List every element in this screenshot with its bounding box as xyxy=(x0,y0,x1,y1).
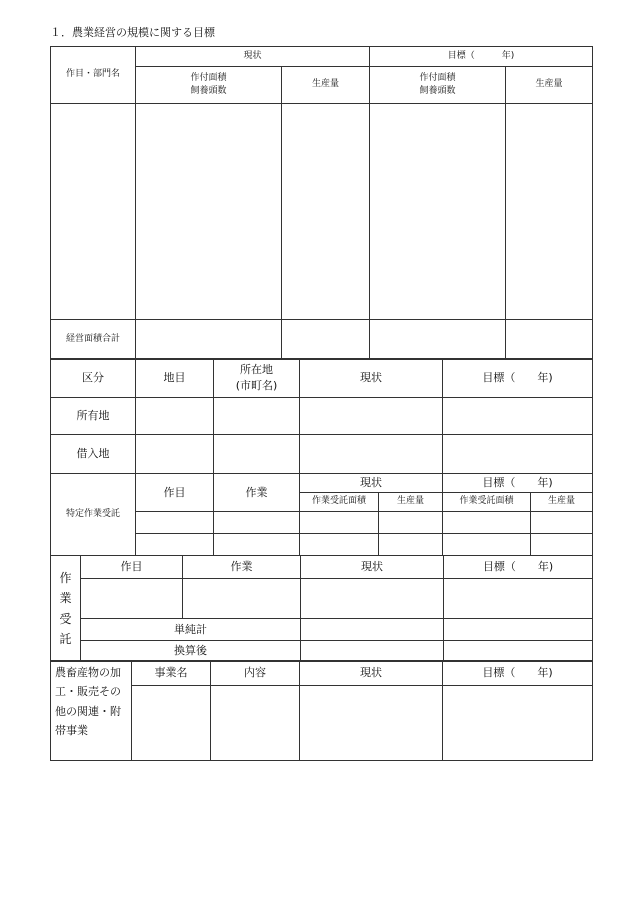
target-production-header: 生産量 xyxy=(506,67,593,104)
crop-header: 作目 xyxy=(81,556,183,579)
crop-cell[interactable] xyxy=(81,579,183,619)
target-production-cell[interactable] xyxy=(506,104,593,320)
contract-target-header: 目標（ 年) xyxy=(443,474,593,493)
table-row xyxy=(51,435,593,474)
contract-area-cell[interactable] xyxy=(300,512,379,534)
page-title: １．農業経営の規模に関する目標 xyxy=(50,26,215,39)
current-header: 現状 xyxy=(300,661,443,686)
target-contract-area-cell[interactable] xyxy=(443,534,531,556)
table-row xyxy=(51,686,593,761)
current-header: 現状 xyxy=(300,359,443,398)
target-contract-production-cell[interactable] xyxy=(531,512,593,534)
category-header: 区分 xyxy=(51,359,136,398)
contract-work-cell[interactable] xyxy=(214,534,300,556)
leased-current-cell[interactable] xyxy=(300,435,443,474)
total-area-label: 経営面積合計 xyxy=(51,320,136,360)
contract-production-cell[interactable] xyxy=(379,534,443,556)
location-header-line2: (市町名) xyxy=(235,379,278,392)
business-name-cell[interactable] xyxy=(132,686,211,761)
target-contract-production-header: 生産量 xyxy=(531,493,593,512)
target-cell[interactable] xyxy=(443,686,593,761)
contract-work-table xyxy=(50,555,593,662)
target-area-header xyxy=(370,67,506,104)
crop-cell[interactable] xyxy=(51,104,136,320)
contract-crop-cell[interactable] xyxy=(136,534,214,556)
contract-production-header: 生産量 xyxy=(379,493,443,512)
total-production-cell[interactable] xyxy=(282,320,370,360)
leased-location-cell[interactable] xyxy=(214,435,300,474)
converted-label: 換算後 xyxy=(81,641,301,662)
simple-total-target-cell[interactable] xyxy=(444,619,593,641)
area-header xyxy=(136,67,282,104)
table-row xyxy=(51,579,593,619)
current-cell[interactable] xyxy=(300,686,443,761)
work-header: 作業 xyxy=(214,474,300,512)
contract-production-cell[interactable] xyxy=(379,512,443,534)
related-business-table xyxy=(50,660,593,761)
target-area-header-line1: 作付面積 xyxy=(419,72,456,83)
leased-land-type-cell[interactable] xyxy=(136,435,214,474)
land-table xyxy=(50,358,593,556)
current-header: 現状 xyxy=(301,556,444,579)
leased-target-cell[interactable] xyxy=(443,435,593,474)
content-header: 内容 xyxy=(211,661,300,686)
content-cell[interactable] xyxy=(211,686,300,761)
work-cell[interactable] xyxy=(183,579,301,619)
area-header-line1: 作付面積 xyxy=(190,72,227,83)
production-cell[interactable] xyxy=(282,104,370,320)
work-header: 作業 xyxy=(183,556,301,579)
target-header: 目標（ 年) xyxy=(444,556,593,579)
owned-current-cell[interactable] xyxy=(300,398,443,435)
simple-total-current-cell[interactable] xyxy=(301,619,444,641)
converted-current-cell[interactable] xyxy=(301,641,444,662)
target-contract-production-cell[interactable] xyxy=(531,534,593,556)
special-contract-label: 特定作業受託 xyxy=(51,474,136,556)
leased-land-label: 借入地 xyxy=(51,435,136,474)
table-row xyxy=(51,398,593,435)
business-name-header: 事業名 xyxy=(132,661,211,686)
table-row xyxy=(51,320,593,360)
target-contract-area-header: 作業受託面積 xyxy=(443,493,531,512)
area-header-line2: 飼養頭数 xyxy=(190,86,227,96)
target-area-cell[interactable] xyxy=(370,104,506,320)
target-header: 目標（ 年) xyxy=(443,661,593,686)
contract-work-cell[interactable] xyxy=(214,512,300,534)
target-header: 目標（ 年) xyxy=(443,359,593,398)
current-header: 現状 xyxy=(136,47,370,67)
vertical-char: 業 xyxy=(59,591,72,606)
contract-crop-cell[interactable] xyxy=(136,512,214,534)
total-area-cell[interactable] xyxy=(136,320,282,360)
target-contract-area-cell[interactable] xyxy=(443,512,531,534)
contract-work-vertical-label xyxy=(51,556,81,662)
location-header-line1: 所在地 xyxy=(240,363,273,377)
crop-header: 作目・部門名 xyxy=(51,47,136,104)
converted-target-cell[interactable] xyxy=(444,641,593,662)
simple-total-label: 単純計 xyxy=(81,619,301,641)
target-area-header-line2: 飼養頭数 xyxy=(419,86,456,96)
vertical-char: 作 xyxy=(59,570,72,585)
vertical-char: 託 xyxy=(59,631,72,646)
contract-area-header: 作業受託面積 xyxy=(300,493,379,512)
owned-land-type-cell[interactable] xyxy=(136,398,214,435)
table-row xyxy=(51,104,593,320)
location-header xyxy=(214,359,300,398)
area-cell[interactable] xyxy=(136,104,282,320)
contract-area-cell[interactable] xyxy=(300,534,379,556)
total-target-production-cell[interactable] xyxy=(506,320,593,360)
contract-current-header: 現状 xyxy=(300,474,443,493)
target-cell[interactable] xyxy=(444,579,593,619)
owned-land-label: 所有地 xyxy=(51,398,136,435)
production-header: 生産量 xyxy=(282,67,370,104)
total-target-area-cell[interactable] xyxy=(370,320,506,360)
owned-target-cell[interactable] xyxy=(443,398,593,435)
scale-target-table xyxy=(50,46,593,360)
current-cell[interactable] xyxy=(301,579,444,619)
owned-location-cell[interactable] xyxy=(214,398,300,435)
vertical-char: 受 xyxy=(59,611,72,626)
target-header: 目標（ 年) xyxy=(370,47,593,67)
related-business-label: 農畜産物の加工・販売その他の関連・附帯事業 xyxy=(51,661,132,761)
crop-header: 作目 xyxy=(136,474,214,512)
land-type-header: 地目 xyxy=(136,359,214,398)
